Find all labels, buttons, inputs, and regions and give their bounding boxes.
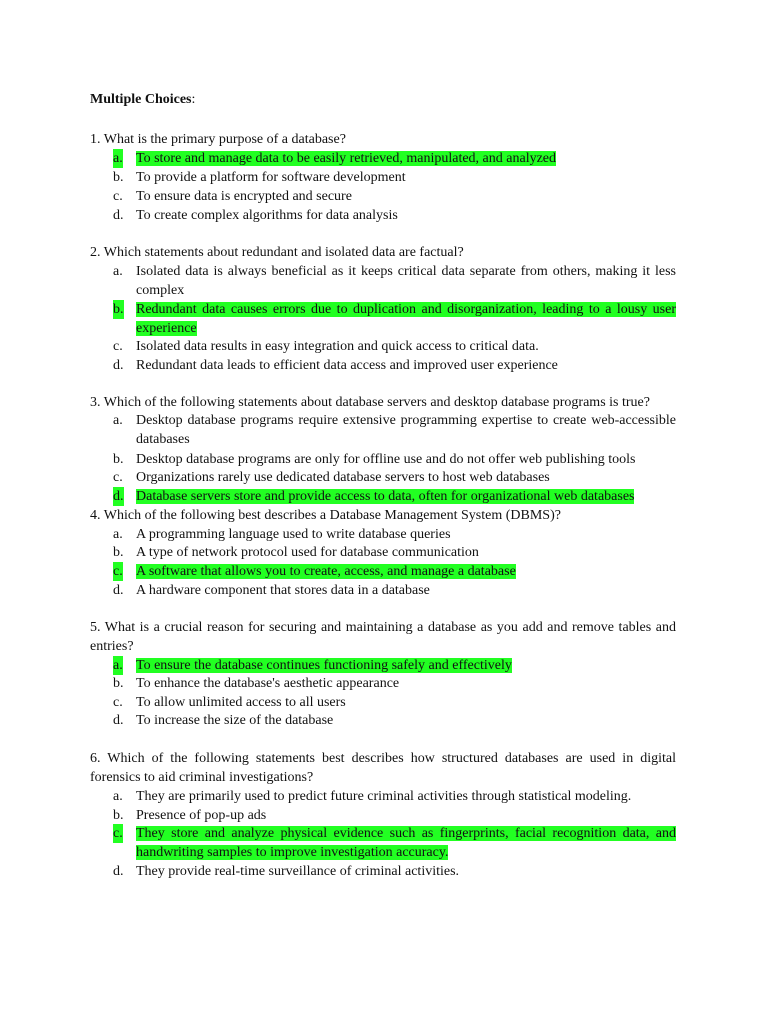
option-text: To allow unlimited access to all users xyxy=(136,695,346,710)
option-letter: b. xyxy=(113,808,124,823)
question-2-option-c xyxy=(113,337,676,356)
option-text: A programming language used to write database queries xyxy=(136,527,451,542)
section-heading-colon: : xyxy=(191,92,196,107)
question-1-option-c xyxy=(113,187,676,206)
option-text: A type of network protocol used for database communication xyxy=(136,545,479,560)
question-2-option-a xyxy=(113,262,676,300)
question-3-option-b xyxy=(113,450,676,469)
option-letter: b. xyxy=(113,545,124,560)
option-letter: d. xyxy=(113,358,124,373)
option-text: Database servers store and provide access to data, often for organizational web databases xyxy=(136,489,635,504)
question-2-option-d xyxy=(113,356,676,375)
option-letter: a. xyxy=(113,413,123,428)
option-letter: a. xyxy=(113,658,123,673)
option-text: To create complex algorithms for data analysis xyxy=(136,208,398,223)
question-6-stem: 6. Which of the following statements best describes how structured databases are used in digital forensics to aid criminal investigations? xyxy=(90,751,676,785)
option-text: A hardware component that stores data in a database xyxy=(136,583,430,598)
question-4-option-d xyxy=(113,581,676,600)
option-letter: c. xyxy=(113,564,123,579)
option-text: Redundant data leads to efficient data access and improved user experience xyxy=(136,358,558,373)
option-text: Desktop database programs require extensive programming expertise to create web-accessible databases xyxy=(136,413,676,447)
question-5-option-a xyxy=(113,656,676,675)
option-text: They store and analyze physical evidence such as fingerprints, facial recognition data, and handwriting samples to improve investigation accuracy. xyxy=(136,826,676,860)
question-4-option-c xyxy=(113,562,676,581)
option-letter: d. xyxy=(113,713,124,728)
option-text: Isolated data is always beneficial as it keeps critical data separate from others, making it less complex xyxy=(136,264,676,298)
option-text: Redundant data causes errors due to duplication and disorganization, leading to a lousy user experience xyxy=(136,302,676,336)
question-3-option-d xyxy=(113,487,676,506)
question-5-option-d xyxy=(113,711,676,730)
question-2-stem: 2. Which statements about redundant and isolated data are factual? xyxy=(90,245,464,260)
option-letter: a. xyxy=(113,527,123,542)
option-letter: d. xyxy=(113,489,124,504)
option-letter: c. xyxy=(113,470,123,485)
question-4-stem: 4. Which of the following best describes a Database Management System (DBMS)? xyxy=(90,508,561,523)
question-6-option-d xyxy=(113,862,676,881)
question-6-option-a xyxy=(113,787,676,806)
option-letter: a. xyxy=(113,264,123,279)
option-text: To provide a platform for software development xyxy=(136,170,406,185)
option-letter: b. xyxy=(113,302,124,317)
option-letter: b. xyxy=(113,676,124,691)
option-letter: d. xyxy=(113,864,124,879)
option-text: To store and manage data to be easily retrieved, manipulated, and analyzed xyxy=(136,151,557,166)
question-3-option-a xyxy=(113,411,676,449)
question-1-option-b xyxy=(113,168,676,187)
option-letter: c. xyxy=(113,339,123,354)
question-3-option-c xyxy=(113,468,676,487)
option-letter: d. xyxy=(113,583,124,598)
option-text: To ensure the database continues functioning safely and effectively xyxy=(136,658,512,673)
option-text: They are primarily used to predict future criminal activities through statistical modeling. xyxy=(136,789,632,804)
option-text: To ensure data is encrypted and secure xyxy=(136,189,352,204)
question-1-stem: 1. What is the primary purpose of a database? xyxy=(90,132,346,147)
question-1-option-d xyxy=(113,206,676,225)
option-text: A software that allows you to create, access, and manage a database xyxy=(136,564,516,579)
option-letter: b. xyxy=(113,170,124,185)
section-heading xyxy=(90,92,195,108)
option-text: Presence of pop-up ads xyxy=(136,808,267,823)
question-6-option-c xyxy=(113,824,676,862)
question-5-stem: 5. What is a crucial reason for securing and maintaining a database as you add and remove tables and entries? xyxy=(90,620,676,654)
option-letter: d. xyxy=(113,208,124,223)
option-letter: a. xyxy=(113,151,123,166)
option-letter: c. xyxy=(113,695,123,710)
question-5-option-b xyxy=(113,674,676,693)
option-letter: c. xyxy=(113,189,123,204)
option-letter: a. xyxy=(113,789,123,804)
option-text: Organizations rarely use dedicated database servers to host web databases xyxy=(136,470,550,485)
option-text: To increase the size of the database xyxy=(136,713,334,728)
option-letter: c. xyxy=(113,826,123,841)
option-text: They provide real-time surveillance of criminal activities. xyxy=(136,864,460,879)
question-6-option-b xyxy=(113,806,676,825)
question-3-stem: 3. Which of the following statements about database servers and desktop database programs is true? xyxy=(90,395,650,410)
question-1-option-a xyxy=(113,149,676,168)
option-text: Isolated data results in easy integration and quick access to critical data. xyxy=(136,339,539,354)
question-5-option-c xyxy=(113,693,676,712)
question-4-option-a xyxy=(113,525,676,544)
option-text: Desktop database programs are only for offline use and do not offer web publishing tools xyxy=(136,452,636,467)
option-text: To enhance the database's aesthetic appearance xyxy=(136,676,400,691)
option-letter: b. xyxy=(113,452,124,467)
section-heading-text: Multiple Choices xyxy=(90,92,192,107)
question-2-option-b xyxy=(113,300,676,338)
question-4-option-b xyxy=(113,543,676,562)
